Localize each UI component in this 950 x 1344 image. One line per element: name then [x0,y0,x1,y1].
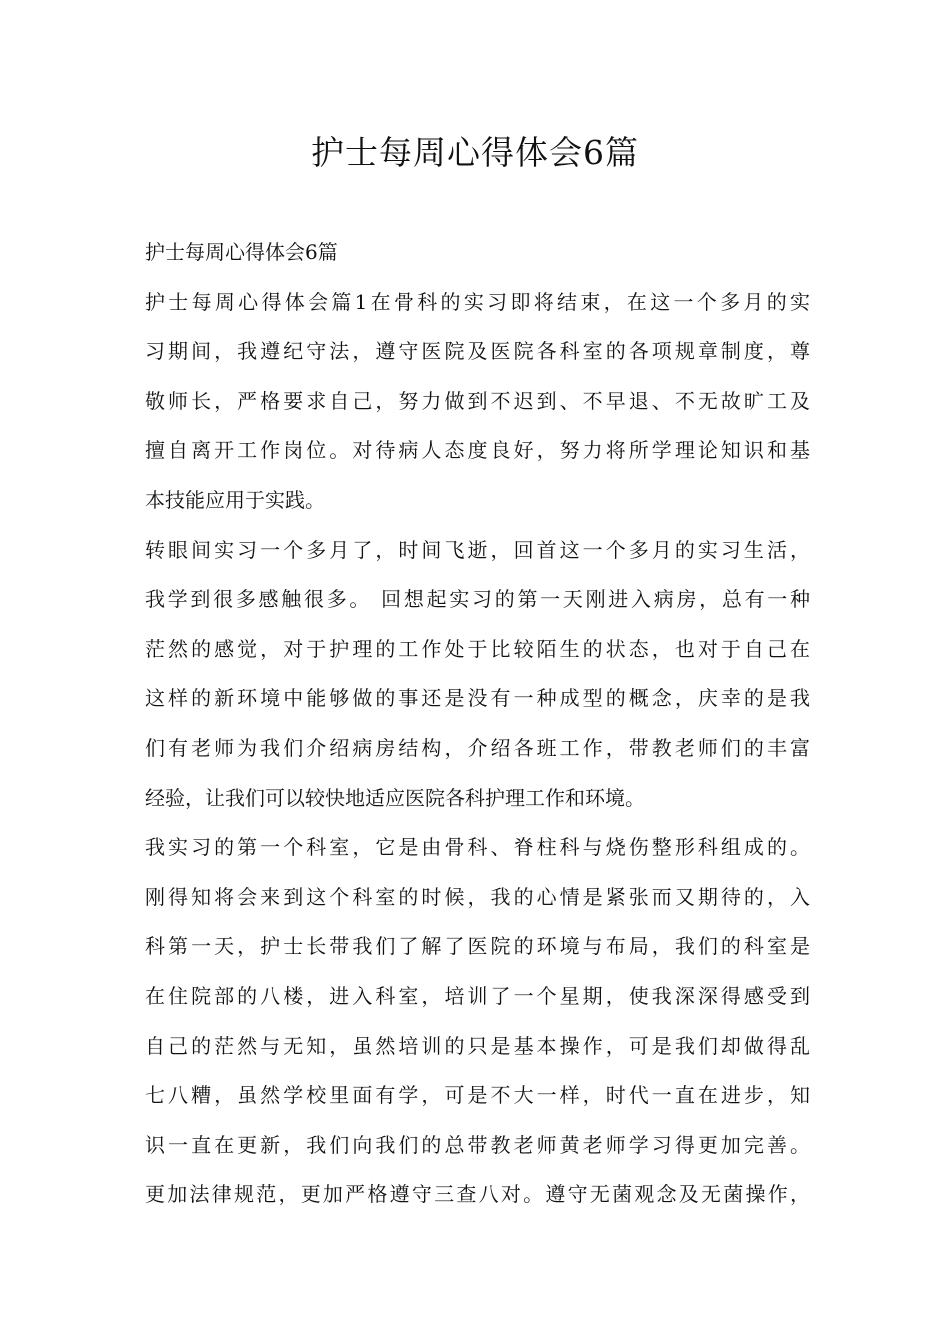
body-line: 习期间，我遵纪守法，遵守医院及医院各科室的各项规章制度，尊 [145,339,810,364]
body-line: 本技能应用于实践。 [145,487,325,512]
body-line: 们有老师为我们介绍病房结构，介绍各班工作，带教老师们的丰富 [145,735,810,760]
body-line: 自己的茫然与无知，虽然培训的只是基本操作，可是我们却做得乱 [145,1033,810,1058]
body-line: 茫然的感觉，对于护理的工作处于比较陌生的状态，也对于自己在 [145,636,810,661]
body-line: 敬师长，严格要求自己，努力做到不迟到、不早退、不无故旷工及 [145,388,810,413]
body-line: 刚得知将会来到这个科室的时候，我的心情是紧张而又期待的，入 [145,884,810,909]
document-body [145,228,810,1220]
body-line: 我学到很多感触很多。 回想起实习的第一天刚进入病房，总有一种 [145,587,810,612]
body-line: 擅自离开工作岗位。对待病人态度良好，努力将所学理论知识和基 [145,438,810,463]
body-line: 七八糟，虽然学校里面有学，可是不大一样，时代一直在进步，知 [145,1083,810,1108]
body-line: 护士每周心得体会篇1在骨科的实习即将结束，在这一个多月的实 [145,289,810,314]
body-line: 这样的新环境中能够做的事还是没有一种成型的概念，庆幸的是我 [145,686,810,711]
body-line: 转眼间实习一个多月了，时间飞逝，回首这一个多月的实习生活， [145,537,810,562]
body-line: 识一直在更新，我们向我们的总带教老师黄老师学习得更加完善。 [145,1132,810,1157]
body-line: 护士每周心得体会6篇 [145,240,338,264]
body-line: 我实习的第一个科室，它是由骨科、脊柱科与烧伤整形科组成的。 [145,835,810,860]
body-line: 经验，让我们可以较快地适应医院各科护理工作和环境。 [145,785,645,810]
body-line: 在住院部的八楼，进入科室，培训了一个星期，使我深深得感受到 [145,983,810,1008]
body-line: 更加法律规范，更加严格遵守三查八对。遵守无菌观念及无菌操作， [145,1182,810,1207]
document-title: 护士每周心得体会6篇 [311,133,639,172]
body-line: 科第一天，护士长带我们了解了医院的环境与布局，我们的科室是 [145,934,810,959]
